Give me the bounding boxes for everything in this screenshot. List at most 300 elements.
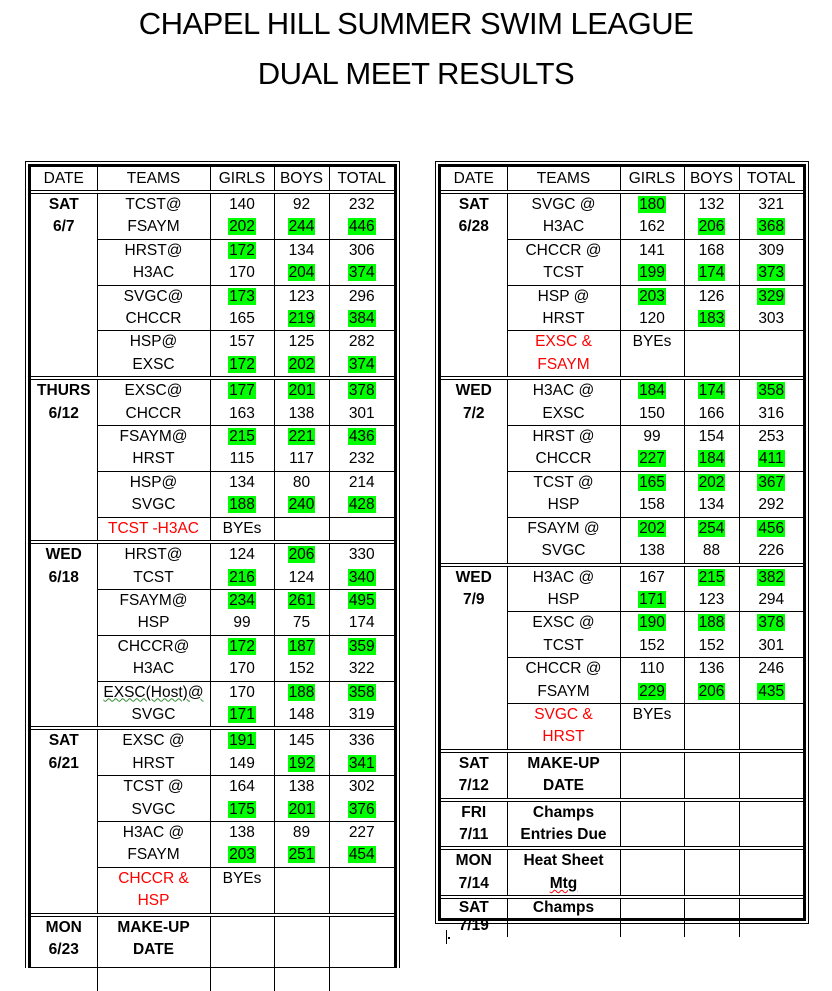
total-score-cell — [739, 239, 803, 262]
total-score: 253 — [758, 428, 785, 446]
date-cell — [31, 867, 97, 890]
bye-row — [31, 867, 394, 890]
bye-teams: SVGC & — [534, 705, 593, 723]
date-cell — [31, 192, 97, 216]
event-row — [31, 915, 394, 939]
girls-score: 149 — [229, 754, 255, 772]
away-team-name: HSP@ — [129, 473, 178, 491]
score-row — [31, 753, 394, 776]
column-header-date: DATE — [441, 167, 507, 192]
page-title: CHAPEL HILL SUMMER SWIM LEAGUE — [138, 6, 694, 41]
score-row — [31, 776, 394, 799]
total-score: 246 — [758, 660, 785, 678]
empty-cell — [274, 915, 329, 939]
total-score-cell — [329, 192, 394, 216]
boys-score: 188 — [288, 683, 315, 701]
boys-score: 136 — [698, 660, 725, 678]
home-team-name: TCST — [543, 636, 584, 654]
column-header-total: TOTAL — [739, 167, 803, 192]
boys-score: 152 — [698, 636, 725, 654]
date-label: 7/11 — [459, 825, 489, 843]
event-name: Heat Sheet — [523, 852, 604, 870]
bye-teams-cell — [97, 517, 210, 542]
home-team-name: SVGC — [131, 496, 176, 514]
score-row — [31, 285, 394, 308]
bye-label-cell — [210, 517, 274, 542]
event-row — [441, 848, 803, 872]
total-score: 368 — [758, 218, 785, 236]
team-cell — [97, 494, 210, 517]
team-cell — [97, 704, 210, 728]
boys-score: 138 — [288, 778, 315, 796]
date-cell — [441, 848, 507, 872]
boys-score: 188 — [698, 614, 725, 632]
girls-score-cell — [620, 471, 684, 494]
boys-score-cell — [274, 331, 329, 354]
girls-score: 170 — [229, 683, 255, 701]
girls-score-cell — [210, 239, 274, 262]
girls-score: 138 — [639, 542, 665, 560]
girls-score-cell — [620, 589, 684, 612]
bye-row — [31, 517, 394, 542]
boys-score: 183 — [698, 310, 725, 328]
empty-cell — [684, 703, 739, 726]
empty-cell — [739, 824, 803, 848]
team-cell — [97, 426, 210, 449]
bye-label-cell — [620, 703, 684, 726]
girls-score-cell — [620, 448, 684, 471]
empty-cell — [739, 775, 803, 799]
total-score: 306 — [348, 241, 375, 259]
empty-cell — [329, 939, 394, 961]
event-row — [441, 897, 803, 917]
girls-score-cell — [620, 681, 684, 704]
day-label: MON — [455, 852, 492, 870]
empty-cell — [684, 873, 739, 897]
total-score: 428 — [348, 496, 375, 514]
team-cell — [507, 681, 620, 704]
empty-cell — [739, 354, 803, 378]
girls-score-cell — [210, 728, 274, 752]
date-cell — [441, 751, 507, 775]
boys-score-cell — [274, 378, 329, 402]
event-name: Entries Due — [520, 825, 607, 843]
date-cell — [441, 775, 507, 799]
team-cell — [507, 471, 620, 494]
team-cell — [97, 378, 210, 402]
away-team-name: CHCCR @ — [525, 660, 602, 678]
date-cell — [31, 403, 97, 426]
boys-score-cell — [274, 844, 329, 867]
empty-cell — [739, 848, 803, 872]
boys-score-cell — [684, 308, 739, 331]
date-cell — [31, 471, 97, 494]
event-name-cell — [97, 915, 210, 939]
column-header-teams: TEAMS — [97, 167, 210, 192]
day-label: SAT — [458, 899, 489, 917]
total-score-cell — [739, 308, 803, 331]
empty-cell — [739, 331, 803, 354]
boys-score: 154 — [698, 428, 725, 446]
date-cell — [441, 800, 507, 824]
empty-cell — [620, 824, 684, 848]
boys-score: 92 — [292, 196, 311, 213]
boys-score: 168 — [698, 241, 725, 259]
bye-label-cell — [620, 331, 684, 354]
away-team-name: HSP@ — [129, 333, 178, 351]
home-team-name: CHCCR — [125, 310, 182, 328]
bye-row — [31, 890, 394, 914]
boys-score-cell — [684, 612, 739, 635]
total-score: 226 — [758, 542, 785, 560]
total-score: 294 — [758, 590, 785, 608]
team-cell — [97, 262, 210, 285]
away-team-name: FSAYM@ — [119, 428, 188, 446]
boys-score: 126 — [698, 287, 725, 305]
date-cell — [31, 426, 97, 449]
boys-score: 80 — [292, 473, 311, 491]
total-score-cell — [739, 589, 803, 612]
girls-score: 99 — [643, 428, 661, 446]
event-name-cell — [507, 824, 620, 848]
score-row — [31, 308, 394, 331]
event-row — [441, 824, 803, 848]
home-team-name: H3AC — [542, 218, 585, 236]
results-table-left — [31, 167, 394, 991]
boys-score: 240 — [288, 496, 315, 514]
girls-score: 165 — [639, 473, 665, 491]
total-score-cell — [329, 471, 394, 494]
girls-score: 164 — [229, 778, 255, 796]
girls-score-cell — [620, 565, 684, 589]
total-score: 296 — [348, 287, 375, 305]
date-cell — [441, 917, 507, 937]
date-cell — [441, 216, 507, 239]
day-label: SAT — [458, 196, 489, 213]
date-cell — [441, 308, 507, 331]
team-cell — [97, 681, 210, 704]
boys-score-cell — [274, 681, 329, 704]
total-score: 282 — [348, 333, 375, 351]
score-row — [441, 448, 803, 471]
girls-score-cell — [210, 589, 274, 612]
score-row — [441, 494, 803, 517]
score-row — [31, 331, 394, 354]
empty-cell — [274, 867, 329, 890]
girls-score-cell — [210, 658, 274, 681]
date-cell — [441, 262, 507, 285]
girls-score: 190 — [639, 614, 665, 632]
bye-teams-cell — [507, 354, 620, 378]
home-team-name: HRST — [132, 450, 175, 468]
home-team-name: HRST — [542, 310, 585, 328]
event-name: Mtg — [549, 874, 578, 892]
team-cell — [507, 403, 620, 426]
date-cell — [31, 704, 97, 728]
total-score-cell — [329, 448, 394, 471]
team-cell — [97, 567, 210, 590]
team-cell — [97, 192, 210, 216]
score-row — [31, 681, 394, 704]
total-score: 435 — [758, 682, 785, 700]
score-row — [441, 540, 803, 564]
date-cell — [31, 890, 97, 914]
total-score-cell — [739, 471, 803, 494]
boys-score-cell — [274, 494, 329, 517]
column-header-boys: BOYS — [274, 167, 329, 192]
total-score-cell — [329, 262, 394, 285]
girls-score: 110 — [639, 660, 665, 678]
empty-cell — [329, 867, 394, 890]
total-score: 373 — [758, 264, 785, 282]
boys-score-cell — [274, 776, 329, 799]
date-cell — [441, 426, 507, 449]
event-row — [31, 939, 394, 961]
total-score-cell — [739, 192, 803, 216]
total-score: 232 — [348, 450, 375, 468]
date-cell — [441, 589, 507, 612]
boys-score-cell — [274, 354, 329, 378]
date-cell — [31, 517, 97, 542]
team-cell — [97, 658, 210, 681]
empty-cell — [739, 703, 803, 726]
total-score-cell — [329, 589, 394, 612]
date-cell — [31, 939, 97, 961]
score-row — [31, 403, 394, 426]
team-cell — [97, 612, 210, 635]
boys-score: 123 — [288, 287, 315, 305]
girls-score-cell — [620, 378, 684, 402]
total-score: 227 — [348, 823, 375, 841]
total-score: 316 — [758, 404, 785, 422]
girls-score-cell — [210, 378, 274, 402]
score-row — [441, 635, 803, 658]
date-cell — [31, 635, 97, 658]
boys-score: 202 — [288, 355, 315, 373]
score-row — [441, 681, 803, 704]
total-score-cell — [329, 354, 394, 378]
boys-score: 138 — [288, 404, 315, 422]
team-cell — [507, 612, 620, 635]
results-table-left-frame — [25, 161, 400, 968]
girls-score-cell — [620, 239, 684, 262]
date-cell — [441, 517, 507, 540]
girls-score-cell — [210, 308, 274, 331]
total-score: 358 — [758, 382, 785, 400]
boys-score-cell — [684, 403, 739, 426]
results-table-left-border — [28, 164, 397, 968]
total-score-cell — [739, 216, 803, 239]
boys-score: 166 — [698, 404, 725, 422]
day-label: WED — [455, 382, 492, 400]
total-score-cell — [739, 262, 803, 285]
empty-cell — [684, 848, 739, 872]
empty-cell — [329, 915, 394, 939]
total-score-cell — [329, 494, 394, 517]
empty-cell — [329, 890, 394, 914]
home-team-name: SVGC — [131, 705, 176, 723]
day-label: WED — [455, 568, 492, 586]
empty-cell — [684, 354, 739, 378]
boys-score: 184 — [698, 450, 725, 468]
empty-cell — [274, 939, 329, 961]
girls-score: 177 — [229, 382, 255, 400]
date-label: 6/21 — [48, 754, 79, 772]
total-score: 378 — [348, 382, 375, 400]
empty-cell — [210, 915, 274, 939]
total-score-cell — [329, 635, 394, 658]
total-score-cell — [329, 799, 394, 822]
home-team-name: SVGC — [541, 542, 586, 560]
score-row — [441, 308, 803, 331]
total-score-cell — [329, 753, 394, 776]
date-cell — [441, 565, 507, 589]
girls-score: 203 — [229, 846, 255, 864]
score-row — [441, 517, 803, 540]
boys-score: 261 — [288, 591, 315, 609]
boys-score-cell — [274, 589, 329, 612]
event-row — [441, 751, 803, 775]
away-team-name: HRST @ — [532, 428, 595, 446]
date-label: 6/28 — [458, 218, 489, 236]
girls-score: 152 — [639, 636, 665, 654]
score-row — [441, 378, 803, 402]
team-cell — [97, 776, 210, 799]
empty-cell — [684, 775, 739, 799]
total-score: 232 — [348, 196, 375, 213]
girls-score-cell — [620, 635, 684, 658]
score-row — [31, 471, 394, 494]
date-cell — [441, 635, 507, 658]
total-score: 340 — [348, 568, 375, 586]
score-row — [441, 216, 803, 239]
score-row — [31, 589, 394, 612]
team-cell — [97, 821, 210, 844]
bye-teams: HSP — [137, 892, 170, 910]
away-team-name: HRST@ — [124, 546, 183, 564]
girls-score: 180 — [639, 196, 665, 213]
girls-score: 157 — [229, 333, 255, 351]
empty-cell — [684, 800, 739, 824]
date-cell — [31, 542, 97, 566]
boys-score-cell — [684, 192, 739, 216]
empty-cell — [739, 800, 803, 824]
total-score: 454 — [348, 846, 375, 864]
boys-score-cell — [684, 448, 739, 471]
team-cell — [507, 308, 620, 331]
boys-score-cell — [684, 565, 739, 589]
home-team-name: TCST — [133, 568, 174, 586]
girls-score: 215 — [229, 428, 255, 446]
date-cell — [441, 331, 507, 354]
total-score: 382 — [758, 568, 785, 586]
score-row — [31, 216, 394, 239]
score-row — [31, 542, 394, 566]
girls-score-cell — [620, 612, 684, 635]
empty-cell — [684, 897, 739, 917]
bye-teams: HRST — [542, 728, 585, 746]
day-label: WED — [45, 546, 82, 564]
boys-score-cell — [274, 308, 329, 331]
girls-score-cell — [210, 612, 274, 635]
boys-score-cell — [274, 612, 329, 635]
boys-score: 123 — [698, 590, 725, 608]
away-team-name: H3AC @ — [532, 568, 595, 586]
away-team-name: H3AC @ — [122, 823, 185, 841]
date-label: 7/14 — [458, 874, 489, 892]
column-header-date: DATE — [31, 167, 97, 192]
boys-score-cell — [274, 542, 329, 566]
empty-cell — [739, 751, 803, 775]
score-row — [441, 192, 803, 216]
event-name: Champs — [532, 803, 595, 821]
boys-score-cell — [274, 658, 329, 681]
boys-score: 174 — [698, 382, 725, 400]
away-team-name: FSAYM @ — [527, 519, 600, 537]
girls-score-cell — [620, 192, 684, 216]
boys-score-cell — [684, 262, 739, 285]
date-cell — [441, 612, 507, 635]
bye-teams-cell — [507, 331, 620, 354]
page-subtitle: DUAL MEET RESULTS — [257, 56, 575, 91]
bye-label: BYEs — [222, 869, 262, 887]
team-cell — [507, 540, 620, 564]
boys-score: 132 — [698, 196, 725, 213]
event-name-cell — [97, 939, 210, 961]
day-label: SAT — [458, 754, 489, 772]
girls-score: 184 — [639, 382, 665, 400]
empty-cell — [329, 517, 394, 542]
total-score: 301 — [348, 404, 375, 422]
date-cell — [31, 567, 97, 590]
date-cell — [441, 239, 507, 262]
boys-score-cell — [274, 471, 329, 494]
home-team-name: EXSC — [132, 355, 175, 373]
boys-score-cell — [274, 239, 329, 262]
home-team-name: CHCCR — [125, 404, 182, 422]
date-cell — [31, 915, 97, 939]
total-score: 174 — [348, 614, 375, 632]
total-score-cell — [739, 635, 803, 658]
team-cell — [507, 192, 620, 216]
score-row — [31, 448, 394, 471]
girls-score: 141 — [639, 241, 665, 259]
score-row — [31, 494, 394, 517]
team-cell — [97, 471, 210, 494]
girls-score-cell — [210, 354, 274, 378]
event-row — [441, 917, 803, 937]
score-row — [31, 821, 394, 844]
girls-score-cell — [210, 681, 274, 704]
away-team-name: TCST@ — [125, 196, 182, 213]
girls-score: 172 — [229, 355, 255, 373]
event-name: DATE — [542, 777, 585, 795]
total-score: 374 — [348, 355, 375, 373]
boys-score-cell — [274, 216, 329, 239]
bye-label: BYEs — [632, 705, 672, 723]
empty-cell — [739, 897, 803, 917]
event-name-cell — [507, 897, 620, 917]
team-cell — [507, 589, 620, 612]
date-cell — [31, 612, 97, 635]
boys-score: 202 — [698, 473, 725, 491]
total-score-cell — [329, 776, 394, 799]
boys-score-cell — [684, 378, 739, 402]
bye-teams: TCST -H3AC — [107, 519, 199, 537]
score-row — [31, 378, 394, 402]
team-cell — [507, 426, 620, 449]
date-cell — [441, 471, 507, 494]
